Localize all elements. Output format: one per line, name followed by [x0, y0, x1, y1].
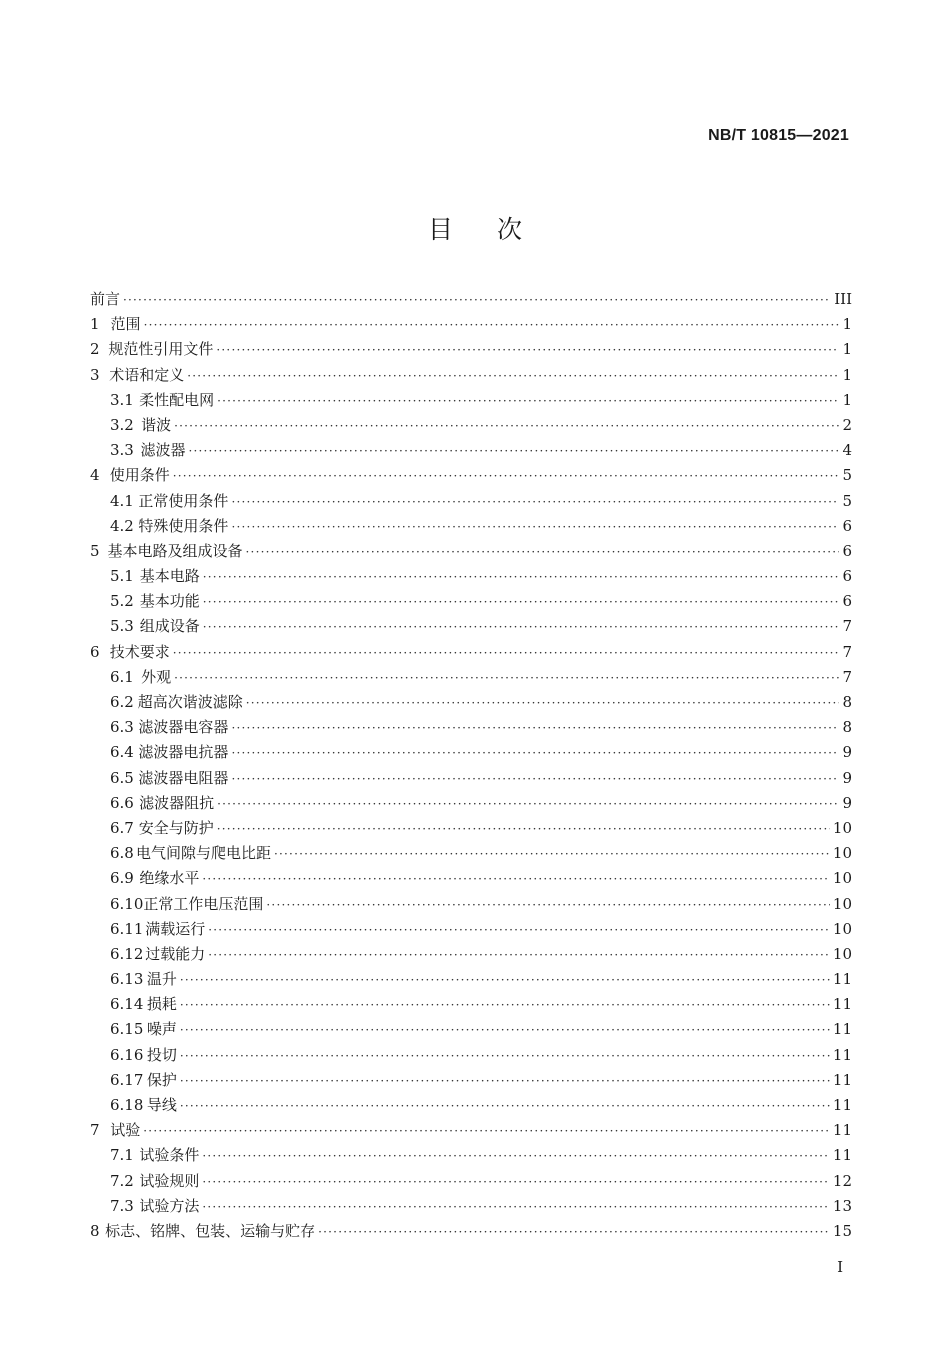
toc-entry[interactable]	[90, 363, 852, 388]
toc-leader-dots	[208, 918, 830, 943]
toc-entry-number: 6.7	[110, 818, 134, 837]
page-title: 目次	[427, 215, 566, 244]
table-of-contents	[90, 287, 852, 1244]
toc-entry[interactable]	[90, 1118, 852, 1143]
toc-leader-dots	[266, 893, 829, 918]
toc-entry-number: 4	[90, 466, 100, 485]
toc-leader-dots	[217, 817, 830, 842]
toc-entry-label: 正常工作电压范围	[143, 894, 264, 913]
toc-entry-label: 噪声	[146, 1020, 177, 1039]
toc-entry[interactable]	[90, 489, 852, 514]
toc-leader-dots	[180, 1094, 830, 1119]
toc-leader-dots	[217, 389, 839, 414]
toc-entry-page: 7	[842, 642, 852, 661]
toc-entry-number: 6.17	[110, 1070, 144, 1089]
toc-entry[interactable]	[90, 1017, 852, 1042]
toc-entry[interactable]	[90, 866, 852, 891]
toc-entry[interactable]	[90, 413, 852, 438]
toc-entry-page: 15	[832, 1221, 852, 1240]
toc-entry-number: 6.11	[110, 919, 144, 938]
toc-entry-number: 3.2	[110, 415, 134, 434]
toc-entry[interactable]	[90, 1219, 852, 1244]
toc-entry-page: 10	[832, 894, 852, 913]
toc-entry[interactable]	[90, 690, 852, 715]
toc-entry-page: 10	[832, 944, 852, 963]
toc-entry-label: 过载能力	[145, 944, 206, 963]
toc-entry-number: 5	[90, 541, 100, 560]
toc-entry[interactable]	[90, 1093, 852, 1118]
toc-entry[interactable]	[90, 816, 852, 841]
toc-leader-dots	[144, 313, 839, 338]
toc-leader-dots	[203, 565, 839, 590]
toc-entry-number: 5.2	[110, 592, 134, 611]
toc-entry-number: 5.1	[110, 567, 134, 586]
toc-entry-page: 4	[842, 441, 852, 460]
toc-entry-number: 3	[90, 365, 100, 384]
toc-entry-number: 6.8	[110, 844, 134, 863]
toc-entry[interactable]	[90, 892, 852, 917]
toc-leader-dots	[180, 1044, 830, 1069]
toc-entry-page: 11	[832, 995, 852, 1014]
toc-entry-page: 1	[842, 315, 852, 334]
toc-entry-label: 试验条件	[139, 1146, 200, 1165]
toc-leader-dots	[246, 691, 839, 716]
toc-entry[interactable]	[90, 967, 852, 992]
toc-entry-number: 6.14	[110, 995, 144, 1014]
toc-entry-page: 12	[832, 1171, 852, 1190]
toc-entry-page: 1	[842, 390, 852, 409]
toc-entry-number: 6.6	[110, 793, 134, 812]
toc-entry-page: 10	[832, 869, 852, 888]
toc-entry-label: 柔性配电网	[139, 390, 215, 409]
toc-entry[interactable]	[90, 514, 852, 539]
toc-entry[interactable]	[90, 1043, 852, 1068]
toc-leader-dots	[246, 540, 839, 565]
toc-entry-label: 基本电路及组成设备	[107, 541, 243, 560]
toc-entry[interactable]	[90, 791, 852, 816]
toc-entry-page: 11	[832, 1020, 852, 1039]
toc-entry-label: 滤波器电阻器	[138, 768, 229, 787]
toc-entry-number: 1	[90, 315, 100, 334]
toc-entry-number: 6.4	[110, 743, 134, 762]
toc-entry-number: 6.10	[110, 894, 144, 913]
toc-leader-dots	[217, 792, 839, 817]
toc-entry-number: 6.2	[110, 693, 134, 711]
toc-entry-label: 基本功能	[139, 592, 200, 611]
toc-entry-number: 8	[90, 1221, 100, 1240]
toc-entry[interactable]	[90, 539, 852, 564]
toc-entry-label: 前言	[90, 290, 121, 308]
toc-entry-label: 试验规则	[139, 1171, 200, 1190]
toc-entry[interactable]	[90, 438, 852, 463]
toc-entry-page: 1	[842, 365, 852, 384]
toc-entry-label: 滤波器电容器	[138, 718, 229, 737]
toc-entry-label: 标志、铭牌、包装、运输与贮存	[105, 1221, 316, 1240]
toc-entry-label: 外观	[141, 667, 172, 686]
toc-entry-page: 11	[832, 1096, 852, 1114]
toc-entry[interactable]	[90, 1068, 852, 1093]
toc-leader-dots	[143, 1119, 830, 1144]
toc-entry-page: 7	[842, 617, 852, 636]
toc-entry-page: 11	[832, 1045, 852, 1064]
toc-entry-label: 组成设备	[139, 617, 200, 636]
toc-leader-dots	[231, 490, 839, 515]
toc-entry-number: 6.12	[110, 944, 144, 963]
toc-leader-dots	[180, 968, 830, 993]
toc-entry-number: 6.13	[110, 970, 144, 989]
toc-leader-dots	[231, 767, 839, 792]
toc-leader-dots	[231, 716, 839, 741]
toc-entry-number: 6.9	[110, 869, 134, 888]
toc-entry-page: 5	[842, 491, 852, 510]
toc-entry-page: 10	[832, 844, 852, 863]
toc-leader-dots	[123, 288, 831, 313]
toc-entry[interactable]	[90, 917, 852, 942]
toc-entry-label: 滤波器	[140, 441, 186, 460]
toc-entry-number: 7.3	[110, 1196, 134, 1215]
toc-entry-label: 谐波	[141, 415, 172, 434]
toc-entry[interactable]	[90, 564, 852, 589]
toc-entry-number: 3.3	[110, 441, 134, 460]
toc-entry-number: 6	[90, 642, 100, 661]
toc-leader-dots	[202, 1195, 830, 1220]
toc-leader-dots	[180, 1018, 830, 1043]
toc-entry[interactable]	[90, 1143, 852, 1168]
toc-entry[interactable]	[90, 589, 852, 614]
standard-code: NB/T 10815—2021	[708, 127, 849, 144]
toc-entry-label: 温升	[146, 970, 177, 989]
toc-entry-page: 7	[842, 667, 852, 686]
toc-entry-number: 6.1	[110, 667, 134, 686]
toc-leader-dots	[187, 364, 839, 389]
toc-entry-label: 试验方法	[139, 1196, 200, 1215]
toc-entry-page: 8	[842, 718, 852, 737]
toc-entry-label: 导线	[146, 1096, 177, 1114]
toc-entry-label: 术语和定义	[109, 365, 185, 384]
toc-leader-dots	[188, 439, 839, 464]
toc-entry-number: 3.1	[110, 390, 134, 409]
toc-entry-page: 6	[842, 592, 852, 611]
toc-entry-label: 满载运行	[145, 919, 206, 938]
toc-entry-number: 6.18	[110, 1096, 144, 1114]
toc-entry-number: 7	[90, 1121, 100, 1140]
toc-entry-label: 使用条件	[109, 466, 170, 485]
toc-entry[interactable]	[90, 942, 852, 967]
toc-entry-label: 投切	[146, 1045, 177, 1064]
toc-entry-label: 范围	[110, 315, 141, 334]
toc-entry[interactable]	[90, 715, 852, 740]
toc-leader-dots	[208, 943, 830, 968]
toc-leader-dots	[203, 615, 839, 640]
toc-leader-dots	[202, 867, 830, 892]
toc-entry-number: 5.3	[110, 617, 134, 636]
toc-entry-number: 6.5	[110, 768, 134, 787]
toc-entry-number: 6.3	[110, 718, 134, 737]
toc-entry-label: 滤波器电抗器	[138, 743, 229, 762]
toc-entry-page: 9	[842, 743, 852, 762]
toc-entry-label: 超高次谐波滤除	[137, 693, 243, 711]
toc-entry-label: 保护	[146, 1070, 177, 1089]
toc-entry[interactable]	[90, 766, 852, 791]
toc-leader-dots	[173, 641, 839, 666]
toc-entry[interactable]	[90, 388, 852, 413]
toc-entry[interactable]	[90, 992, 852, 1017]
toc-entry[interactable]	[90, 1169, 852, 1194]
toc-entry-number: 4.2	[110, 516, 134, 535]
toc-entry-page: 11	[832, 1146, 852, 1165]
toc-entry[interactable]	[90, 614, 852, 639]
toc-entry-label: 特殊使用条件	[138, 516, 229, 535]
toc-entry[interactable]	[90, 640, 852, 665]
toc-entry-number: 2	[90, 340, 100, 359]
toc-leader-dots	[231, 741, 839, 766]
toc-entry[interactable]	[90, 1194, 852, 1219]
toc-leader-dots	[203, 590, 839, 615]
toc-entry[interactable]	[90, 463, 852, 488]
toc-leader-dots	[180, 1069, 830, 1094]
toc-leader-dots	[318, 1220, 830, 1245]
toc-entry-label: 规范性引用文件	[108, 340, 214, 359]
toc-entry-page: 11	[832, 1121, 852, 1140]
toc-leader-dots	[180, 993, 830, 1018]
toc-entry-label: 绝缘水平	[139, 869, 200, 888]
toc-entry-page: 10	[832, 818, 852, 837]
toc-leader-dots	[202, 1144, 830, 1169]
toc-entry[interactable]	[90, 312, 852, 337]
toc-entry-number: 7.1	[110, 1146, 134, 1165]
toc-entry-page: 8	[842, 693, 852, 711]
toc-entry-label: 电气间隙与爬电比距	[136, 844, 272, 863]
toc-entry-number: 4.1	[110, 491, 134, 510]
toc-entry-page: III	[834, 290, 852, 308]
toc-entry-number: 6.15	[110, 1020, 144, 1039]
toc-entry-label: 损耗	[146, 995, 177, 1014]
toc-entry-number: 7.2	[110, 1171, 134, 1190]
page-number: I	[837, 1258, 843, 1276]
toc-entry-page: 2	[842, 415, 852, 434]
toc-entry-page: 1	[842, 340, 852, 359]
toc-entry[interactable]	[90, 665, 852, 690]
toc-entry-page: 9	[842, 793, 852, 812]
toc-leader-dots	[231, 515, 839, 540]
toc-entry-label: 基本电路	[139, 567, 200, 586]
toc-entry[interactable]	[90, 287, 852, 312]
toc-entry-page: 6	[842, 567, 852, 586]
toc-entry-number: 6.16	[110, 1045, 144, 1064]
toc-leader-dots	[173, 464, 839, 489]
toc-entry-label: 滤波器阻抗	[139, 793, 215, 812]
toc-entry-label: 技术要求	[109, 642, 170, 661]
toc-entry-page: 5	[842, 466, 852, 485]
toc-entry-page: 11	[832, 1070, 852, 1089]
toc-leader-dots	[202, 1170, 830, 1195]
toc-entry-page: 9	[842, 768, 852, 787]
toc-entry-page: 11	[832, 970, 852, 989]
toc-entry-page: 10	[832, 919, 852, 938]
toc-entry-page: 6	[842, 541, 852, 560]
toc-entry-label: 正常使用条件	[138, 491, 229, 510]
toc-entry[interactable]	[90, 337, 852, 362]
toc-entry-page: 6	[842, 516, 852, 535]
toc-leader-dots	[274, 842, 830, 867]
toc-leader-dots	[174, 666, 839, 691]
toc-leader-dots	[174, 414, 839, 439]
toc-entry-label: 试验	[110, 1121, 141, 1140]
toc-entry-page: 13	[832, 1196, 852, 1215]
toc-entry[interactable]	[90, 740, 852, 765]
toc-entry-label: 安全与防护	[138, 818, 214, 837]
toc-entry[interactable]	[90, 841, 852, 866]
toc-leader-dots	[216, 338, 839, 363]
